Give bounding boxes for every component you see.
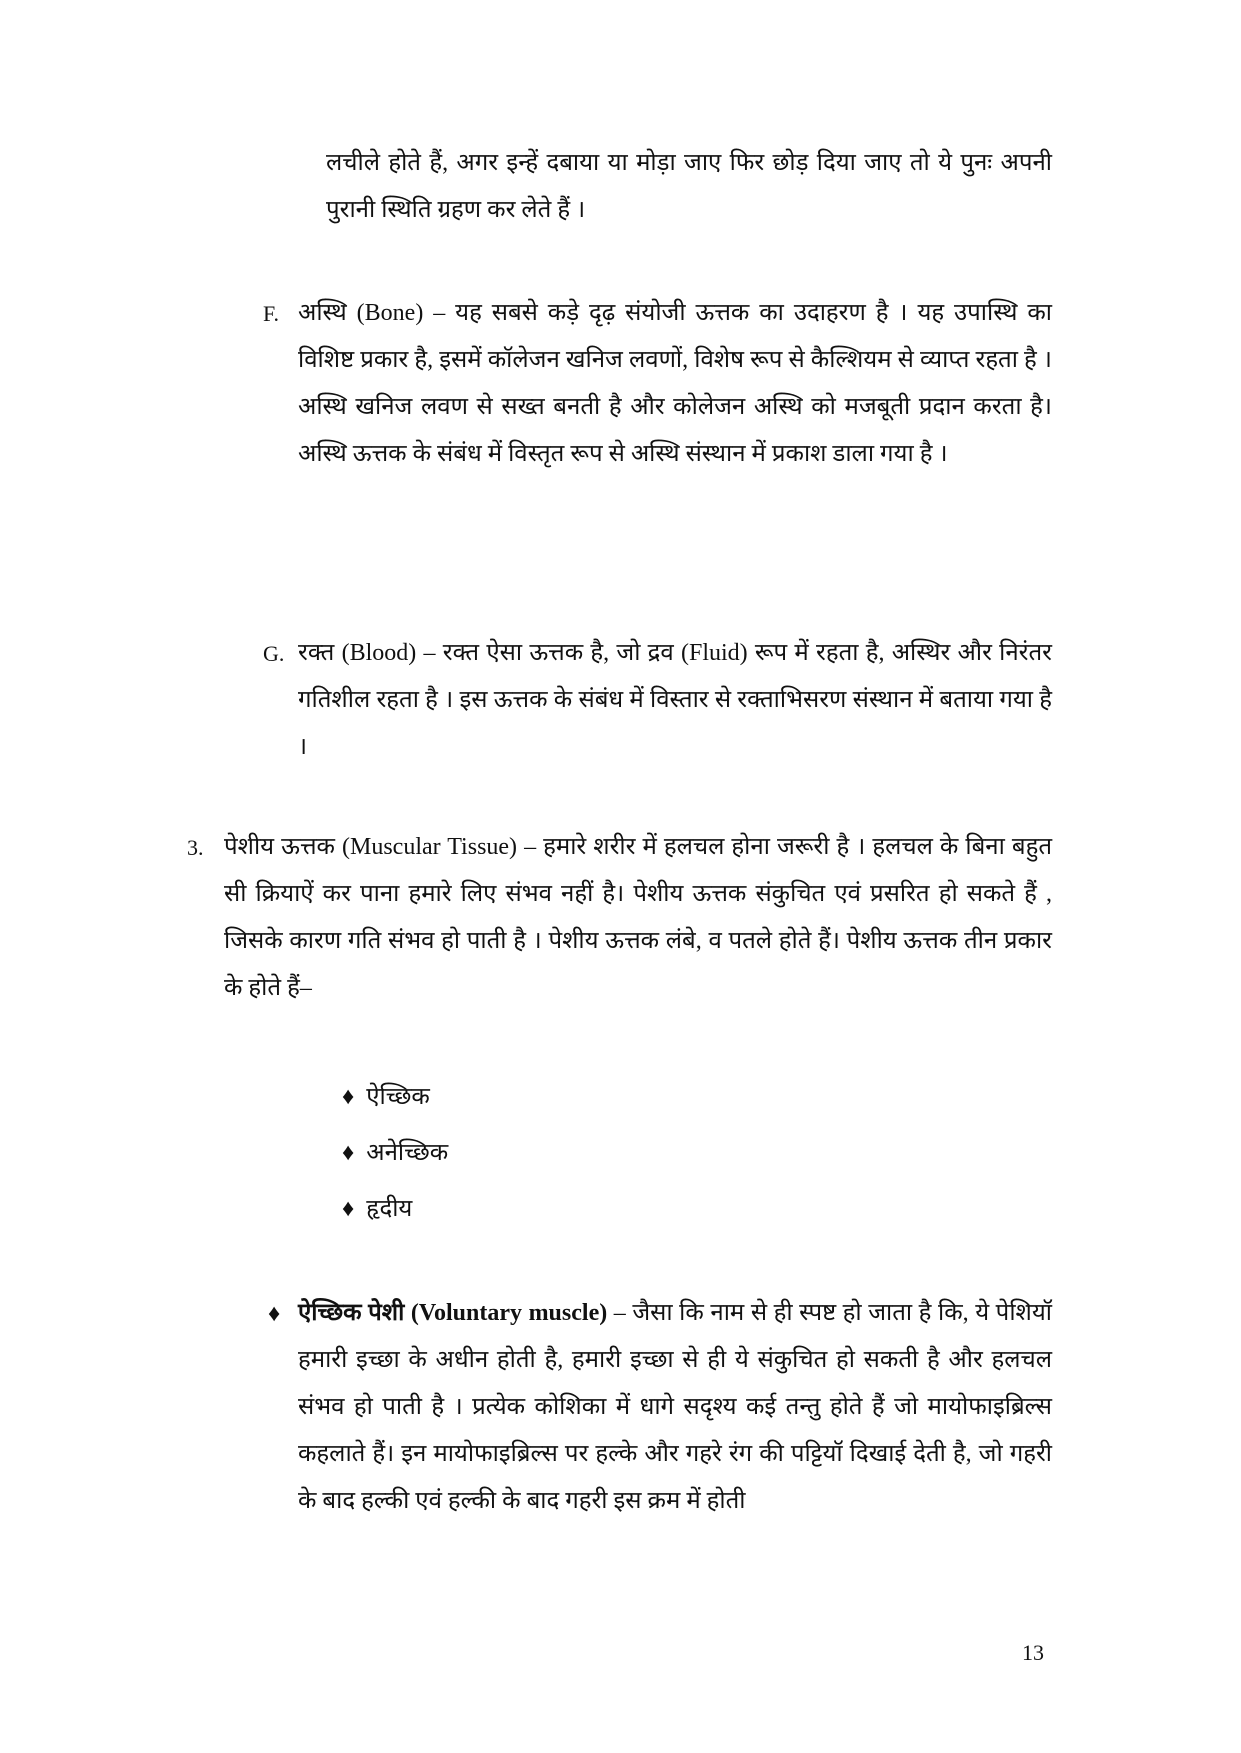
section-f-label: F.: [263, 301, 279, 326]
section-3-label: 3.: [187, 835, 204, 860]
list-item-involuntary: [342, 1138, 448, 1168]
list-item-voluntary: [342, 1082, 430, 1112]
voluntary-muscle-paragraph: [298, 1290, 1052, 1525]
voluntary-muscle-text: – जैसा कि नाम से ही स्पष्ट हो जाता है कि, ये पेशियॉ हमारी इच्छा के अधीन होती है, हमारी इच्छा से ही ये संकुचित हो सकती है और हलचल संभव हो पाती है । प्रत्येक कोशिका में धागे सदृश्य कई तन्तु होते हैं जो मायोफाइब्रिल्स कहलाते हैं। इन मायोफाइब्रिल्स पर हल्के और गहरे रंग की पट्टियॉ दिखाई देती है, जो गहरी के बाद हल्की एवं हल्की के बाद गहरी इस क्रम में होती: [298, 1300, 1052, 1514]
page-number: 13: [1022, 1640, 1044, 1665]
section-f-paragraph: अस्थि (Bone) – यह सबसे कड़े दृढ़ संयोजी ऊत्तक का उदाहरण है । यह उपास्थि का विशिष्ट प्रकार है, इसमें कॉलेजन खनिज लवणों, विशेष रूप से कैल्शियम से व्याप्त रहता है । अस्थि खनिज लवण से सख्त बनती है और कोलेजन अस्थि को मजबूती प्रदान करता है। अस्थि ऊत्तक के संबंध में विस्तृत रूप से अस्थि संस्थान में प्रकाश डाला गया है ।: [298, 300, 1053, 467]
list-item-label: अनेच्छिक: [366, 1140, 449, 1166]
list-item-label: ऐच्छिक: [366, 1084, 430, 1110]
diamond-bullet-icon: ♦: [342, 1196, 355, 1222]
diamond-bullet-icon: ♦: [342, 1140, 355, 1166]
section-g-paragraph: रक्त (Blood) – रक्त ऐसा ऊत्तक है, जो द्रव (Fluid) रूप में रहता है, अस्थिर और निरंतर गतिशील रहता है । इस ऊत्तक के संबंध में विस्तार से रक्ताभिसरण संस्थान में बताया गया है ।: [298, 640, 1052, 760]
section-3-paragraph: पेशीय ऊत्तक (Muscular Tissue) – हमारे शरीर में हलचल होना जरूरी है । हलचल के बिना बहुत सी क्रियाऐं कर पाना हमारे लिए संभव नहीं है। पेशीय ऊत्तक संकुचित एवं प्रसरित हो सकते हैं , जिसके कारण गति संभव हो पाती है । पेशीय ऊत्तक लंबे, व पतले होते हैं। पेशीय ऊत्तक तीन प्रकार के होते हैं–: [224, 834, 1052, 1001]
voluntary-muscle-title: ऐच्छिक पेशी (Voluntary muscle): [298, 1300, 608, 1326]
list-item-cardiac: [342, 1194, 412, 1224]
diamond-bullet-icon: ♦: [342, 1084, 355, 1110]
continuation-paragraph: लचीले होते हैं, अगर इन्हें दबाया या मोड़ा जाए फिर छोड़ दिया जाए तो ये पुनः अपनी पुरानी स्थिति ग्रहण कर लेते हैं ।: [326, 150, 1052, 223]
section-g-label: G.: [263, 641, 285, 666]
list-item-label: हृदीय: [366, 1196, 413, 1222]
diamond-bullet-icon: ♦: [268, 1301, 281, 1327]
